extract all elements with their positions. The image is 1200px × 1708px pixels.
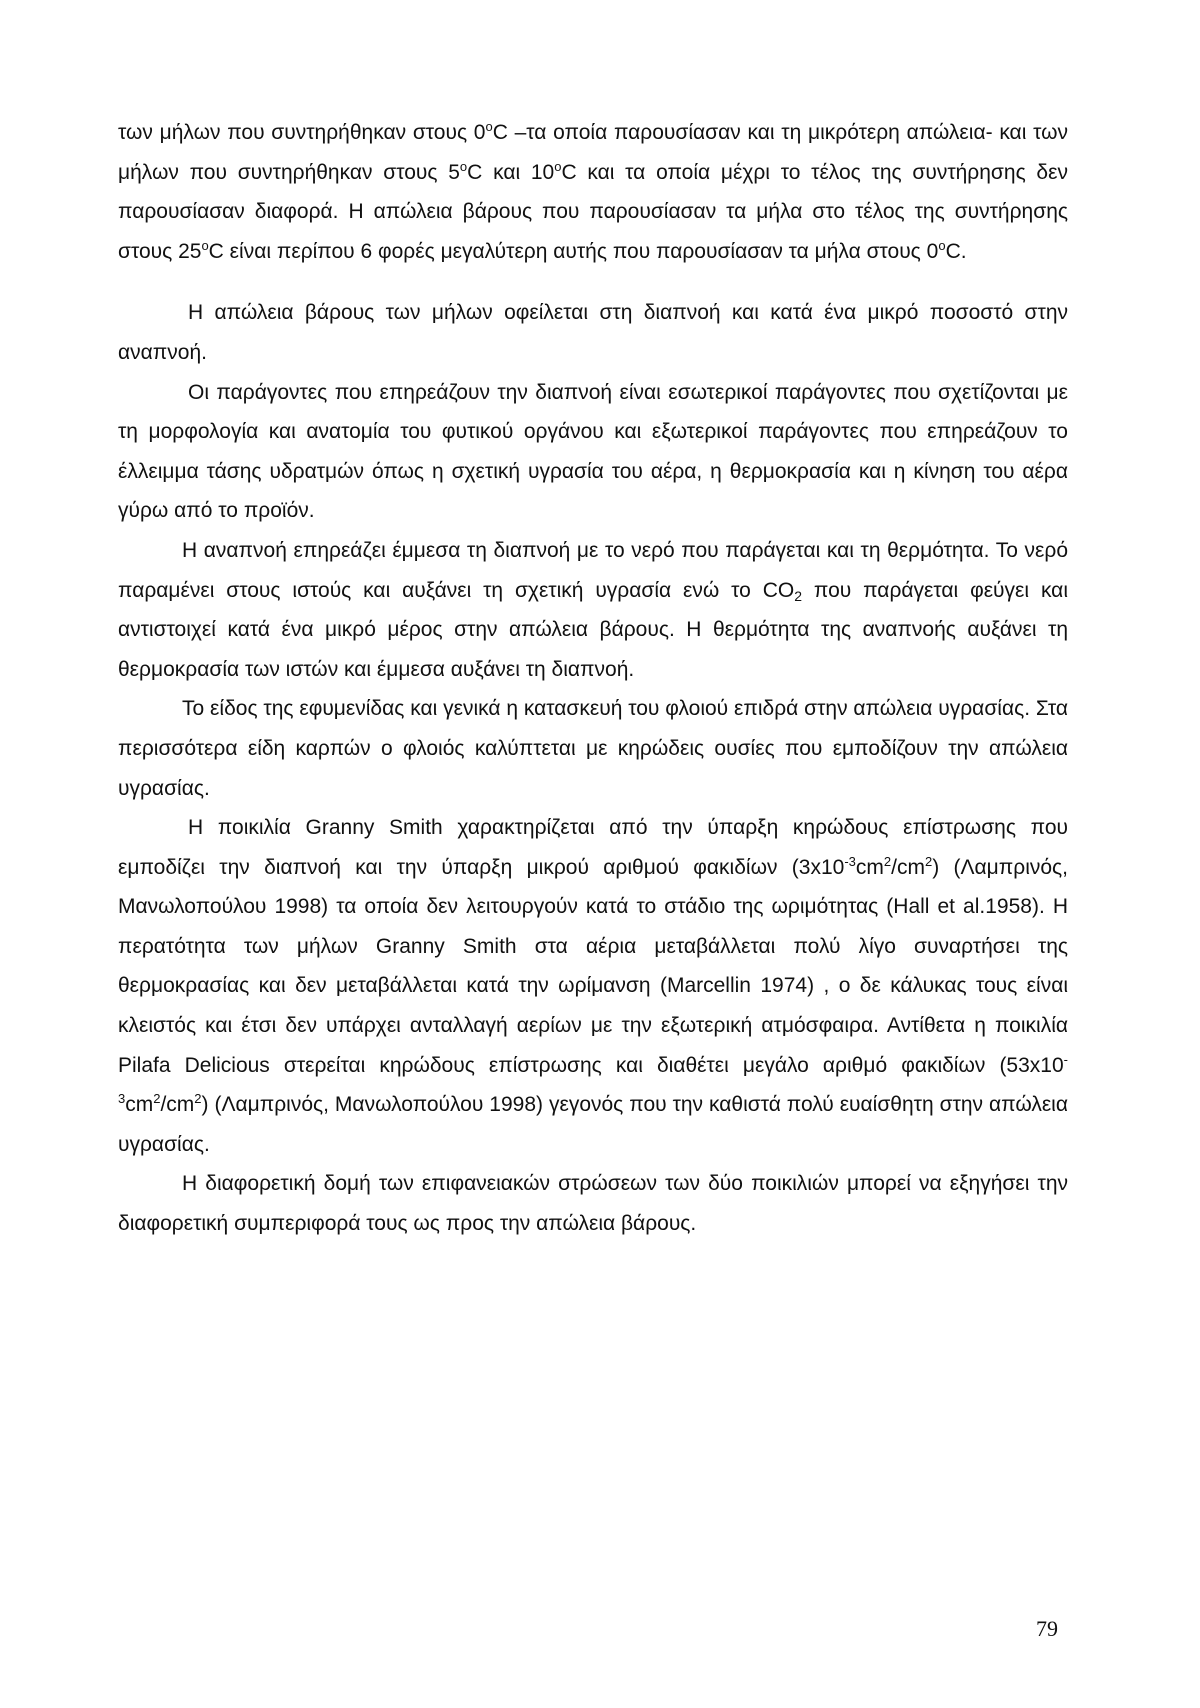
paragraph-transpiration-factors: Οι παράγοντες που επηρεάζουν την διαπνοή είναι εσωτερικοί παράγοντες που σχετίζονται με τη μορφολογία και ανατομία του φυτικού οργάνου και εξωτερικοί παράγοντες που επηρεάζουν το έλλειμμα τάσης υδρατμών όπως η σχετική υγρασία του αέρα, η θερμοκρασία και η κίνηση του αέρα γύρω από το προϊόν.: [118, 380, 1068, 523]
paragraph-storage-weight-loss: των μήλων που συντηρήθηκαν στους $0^oC$ –τα οποία παρουσίασαν και τη μικρότερη απώλεια- και των μήλων που συντηρήθηκαν στους $5^oC$ και $10^oC$ και τα οποία μέχρι το τέλος της συντήρησης δεν παρουσίασαν διαφορά. Η απώλεια βάρους που παρουσίασαν τα μήλα στο τέλος της συντήρησης στους $25^oC$ είναι περίπου 6 φορές μεγαλύτερη αυτής που παρουσίασαν τα μήλα στους $0^oC$.: [118, 119, 1068, 263]
paragraph-conclusion: Η διαφορετική δομή των επιφανειακών στρώσεων των δύο ποικιλιών μπορεί να εξηγήσει την διαφορετική συμπεριφορά τους ως προς την απώλεια βάρους.: [118, 1172, 1068, 1236]
paragraph-respiration-effect: Η αναπνοή επηρεάζει έμμεσα τη διαπνοή με το νερό που παράγεται και τη θερμότητα. Το νερό παραμένει στους ιστούς και αυξάνει τη σχετική υγρασία ενώ το $CO_2$ που παράγεται φεύγει και αντιστοιχεί κατά ένα μικρό μέρος στην απώλεια βάρους. Η θερμότητα της αναπνοής αυξάνει τη θερμοκρασία των ιστών και έμμεσα αυξάνει τη διαπνοή.: [118, 538, 1068, 681]
paragraph-cuticle: Το είδος της εφυμενίδας και γενικά η κατασκευή του φλοιού επιδρά στην απώλεια υγρασίας. Στα περισσότερα είδη καρπών ο φλοιός καλύπτεται με κηρώδεις ουσίες που εμποδίζουν την απώλεια υγρασίας.: [118, 697, 1068, 800]
body-text: [118, 113, 1068, 1244]
paragraph-weight-loss-cause: Η απώλεια βάρους των μήλων οφείλεται στη διαπνοή και κατά ένα μικρό ποσοστό στην αναπνοή.: [118, 301, 1068, 364]
paragraph-varieties: Η ποικιλία Granny Smith χαρακτηρίζεται από την ύπαρξη κηρώδους επίστρωσης που εμποδίζει την διαπνοή και την ύπαρξη μικρού αριθμού φακιδίων $(3x10^{-3}cm^2/cm^2)$ (Λαμπρινός, Μανωλοπούλου 1998) τα οποία δεν λειτουργούν κατά το στάδιο της ωριμότητας (Hall et al.1958). Η περατότητα των μήλων Granny Smith στα αέρια μεταβάλλεται πολύ λίγο συναρτήσει της θερμοκρασίας και δεν μεταβάλλεται κατά την ωρίμανση (Marcellin 1974) , ο δε κάλυκας τους είναι κλειστός και έτσι δεν υπάρχει ανταλλαγή αερίων με την εξωτερική ατμόσφαιρα. Αντίθετα η ποικιλία Pilafa Delicious στερείται κηρώδους επίστρωσης και διαθέτει μεγάλο αριθμό φακιδίων $(53x10^{-3}cm^2/cm^2)$ (Λαμπρινός, Μανωλοπούλου 1998) γεγονός που την καθιστά πολύ ευαίσθητη στην απώλεια υγρασίας.: [118, 816, 1068, 1156]
page-number: 79: [1036, 1616, 1058, 1641]
